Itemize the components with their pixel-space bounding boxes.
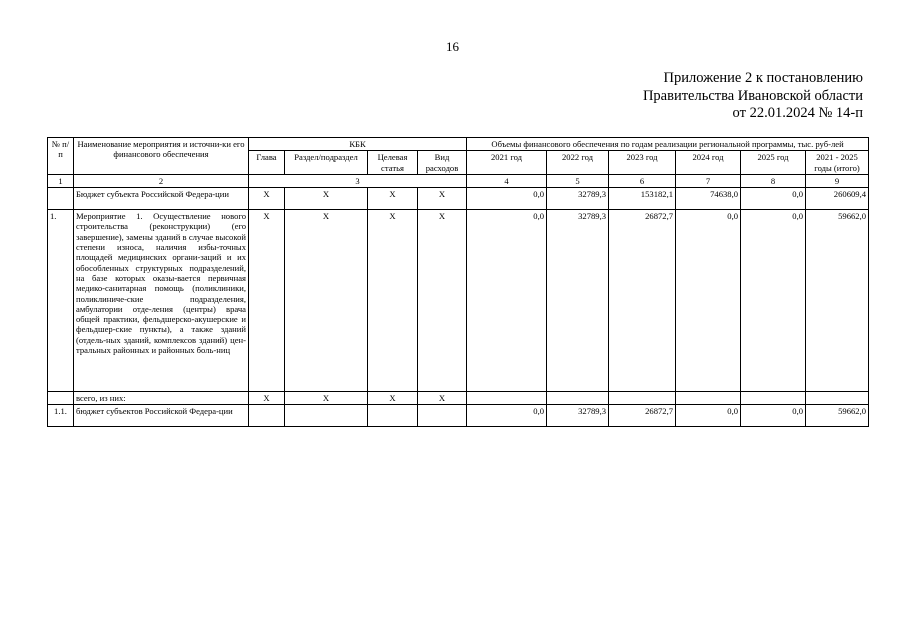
table-row (48, 188, 869, 210)
row-tselevaya: X (368, 188, 418, 210)
header-razdel: Раздел/подраздел (285, 151, 368, 175)
row-value-2021 (467, 392, 547, 405)
table-index-row (48, 174, 869, 187)
row-value-2024 (676, 392, 741, 405)
row-value-2022 (547, 392, 609, 405)
index-cell: 1 (48, 174, 74, 187)
row-name: всего, из них: (74, 392, 249, 405)
header-glava: Глава (249, 151, 285, 175)
row-vid: X (418, 392, 467, 405)
row-num (48, 392, 74, 405)
row-value-2023: 153182,1 (609, 188, 676, 210)
header-volumes: Объемы финансового обеспечения по годам реализации региональной программы, тыс. руб-лей (467, 138, 869, 151)
row-value-2025 (741, 392, 806, 405)
row-name: Бюджет субъекта Российской Федера-ции (74, 188, 249, 210)
table-row (48, 405, 869, 427)
row-name: Мероприятие 1. Осуществление нового строительства (реконструкции) (его завершение), замены зданий в случае высокой степени износа, наличия избы-точных площадей медицинских органи-заций и их обособленных структурных подразделений, на базе которых оказы-вается первичная медико-санитарная помощь (поликлиники, поликлиниче-ские подразделения, амбулатории отде-ления (центры) врача общей практики, фельдшерско-акушерские и фельдшер-ские пункты), а также зданий (отдель-ных зданий, комплексов зданий) цен-тральных районных и районных боль-ниц (74, 210, 249, 392)
header-vid: Вид расходов (418, 151, 467, 175)
row-value-2023: 26872,7 (609, 405, 676, 427)
row-value-2024: 0,0 (676, 405, 741, 427)
document-header (643, 70, 863, 123)
row-glava (249, 405, 285, 427)
table-row (48, 210, 869, 392)
row-value-2022: 32789,3 (547, 210, 609, 392)
row-value-2021: 0,0 (467, 210, 547, 392)
row-value-2025: 0,0 (741, 188, 806, 210)
budget-table (47, 137, 869, 427)
row-value-2025: 0,0 (741, 210, 806, 392)
row-glava: X (249, 392, 285, 405)
row-value-2022: 32789,3 (547, 188, 609, 210)
index-cell: 3 (249, 174, 467, 187)
index-cell: 5 (547, 174, 609, 187)
header-year-2024: 2024 год (676, 151, 741, 175)
page-number: 16 (446, 39, 459, 54)
row-value-total: 59662,0 (806, 210, 869, 392)
row-tselevaya (368, 405, 418, 427)
header-year-total: 2021 - 2025 годы (итого) (806, 151, 869, 175)
row-value-total (806, 392, 869, 405)
row-tselevaya: X (368, 210, 418, 392)
index-cell: 6 (609, 174, 676, 187)
row-value-total: 260609,4 (806, 188, 869, 210)
index-cell: 7 (676, 174, 741, 187)
table-header-row-1 (48, 138, 869, 151)
row-vid: X (418, 210, 467, 392)
header-name: Наименование мероприятия и источни-ки его финансового обеспечения (74, 138, 249, 175)
header-year-2021: 2021 год (467, 151, 547, 175)
header-kbk: КБК (249, 138, 467, 151)
row-razdel (285, 405, 368, 427)
header-line-appendix: Приложение 2 к постановлению (663, 70, 863, 86)
row-name: бюджет субъектов Российской Федера-ции (74, 405, 249, 427)
header-year-2023: 2023 год (609, 151, 676, 175)
row-num: 1.1. (48, 405, 74, 427)
row-value-2025: 0,0 (741, 405, 806, 427)
row-tselevaya: X (368, 392, 418, 405)
row-value-2024: 0,0 (676, 210, 741, 392)
row-value-total: 59662,0 (806, 405, 869, 427)
row-value-2023 (609, 392, 676, 405)
row-value-2023: 26872,7 (609, 210, 676, 392)
row-vid: X (418, 188, 467, 210)
row-value-2021: 0,0 (467, 188, 547, 210)
row-razdel: X (285, 392, 368, 405)
row-value-2024: 74638,0 (676, 188, 741, 210)
header-tselevaya: Целевая статья (368, 151, 418, 175)
row-glava: X (249, 188, 285, 210)
index-cell: 9 (806, 174, 869, 187)
row-vid (418, 405, 467, 427)
row-glava: X (249, 210, 285, 392)
index-cell: 4 (467, 174, 547, 187)
row-value-2021: 0,0 (467, 405, 547, 427)
row-value-2022: 32789,3 (547, 405, 609, 427)
header-num: № п/п (48, 138, 74, 175)
row-num: 1. (48, 210, 74, 392)
header-line-government: Правительства Ивановской области (642, 87, 863, 104)
header-year-2022: 2022 год (547, 151, 609, 175)
index-cell: 2 (74, 174, 249, 187)
row-razdel: X (285, 188, 368, 210)
row-num (48, 188, 74, 210)
table-row (48, 392, 869, 405)
header-line-date: от 22.01.2024 № 14-п (732, 105, 863, 121)
row-razdel: X (285, 210, 368, 392)
index-cell: 8 (741, 174, 806, 187)
header-year-2025: 2025 год (741, 151, 806, 175)
